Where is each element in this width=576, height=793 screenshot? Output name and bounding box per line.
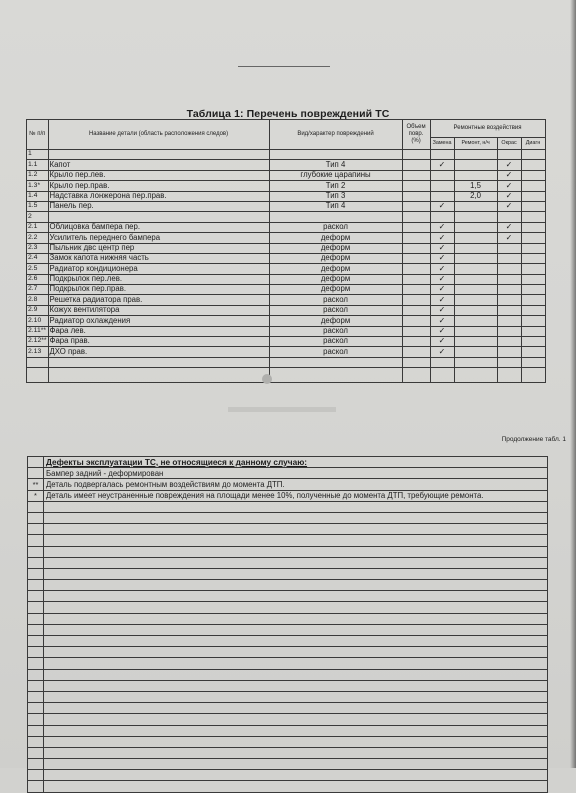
cell-replace: ✓ — [430, 285, 454, 295]
cell-part: Крыло пер.лев. — [48, 170, 269, 180]
table-row — [27, 285, 546, 295]
cell-paint — [497, 337, 521, 347]
cell-replace: ✓ — [430, 295, 454, 305]
cell-part: Подкрылок пер.лев. — [48, 274, 269, 284]
cell-num: 2.1 — [27, 222, 49, 232]
cell-hours — [454, 201, 497, 211]
cell-hours — [454, 347, 497, 357]
cell-diag — [521, 170, 545, 180]
cell-damage: Тип 3 — [269, 191, 402, 201]
empty-row — [28, 714, 548, 725]
cell-part: Облицовка бампера пер. — [48, 222, 269, 232]
table-row — [27, 347, 546, 357]
watermark — [262, 374, 275, 384]
cell-volume — [402, 285, 430, 295]
cell-diag — [521, 316, 545, 326]
cell-part: Усилитель переднего бампера — [48, 233, 269, 243]
cell-diag — [521, 337, 545, 347]
cell-damage: деформ — [269, 253, 402, 263]
cell-hours — [454, 160, 497, 170]
cell-paint: ✓ — [497, 222, 521, 232]
defect-row — [28, 479, 548, 490]
empty-row — [28, 725, 548, 736]
table-row — [27, 305, 546, 315]
cell-num: 2.9 — [27, 305, 49, 315]
cell-damage: деформ — [269, 316, 402, 326]
cell-replace — [430, 212, 454, 222]
empty-row — [28, 770, 548, 781]
cell-replace: ✓ — [430, 264, 454, 274]
cell-diag — [521, 295, 545, 305]
cell-volume — [402, 160, 430, 170]
header-replace: Замена — [430, 138, 454, 150]
table-row — [27, 160, 546, 170]
empty-row — [28, 613, 548, 624]
cell-replace: ✓ — [430, 347, 454, 357]
empty-row — [27, 368, 546, 383]
cell-volume — [402, 295, 430, 305]
cell-replace — [430, 191, 454, 201]
cell-paint — [497, 264, 521, 274]
cell-num: 1.2 — [27, 170, 49, 180]
cell-paint: ✓ — [497, 233, 521, 243]
table-row — [27, 212, 546, 222]
defect-mark: * — [28, 490, 44, 501]
cell-volume — [402, 243, 430, 253]
cell-num: 1.5 — [27, 201, 49, 211]
defect-text: Бампер задний - деформирован — [44, 468, 548, 479]
cell-diag — [521, 326, 545, 336]
cell-damage — [269, 150, 402, 160]
cell-diag — [521, 181, 545, 191]
cell-diag — [521, 233, 545, 243]
cell-diag — [521, 160, 545, 170]
header-volume: Объем повр. (%) — [402, 120, 430, 150]
cell-damage: деформ — [269, 264, 402, 274]
empty-row — [28, 736, 548, 747]
table-row — [27, 181, 546, 191]
cell-hours — [454, 326, 497, 336]
cell-num: 1.3* — [27, 181, 49, 191]
watermark-logo-icon — [262, 374, 272, 384]
cell-damage — [269, 212, 402, 222]
cell-num: 2 — [27, 212, 49, 222]
cell-damage: Тип 2 — [269, 181, 402, 191]
cell-paint: ✓ — [497, 201, 521, 211]
cell-part — [48, 150, 269, 160]
empty-row — [28, 557, 548, 568]
cell-volume — [402, 337, 430, 347]
cell-replace: ✓ — [430, 253, 454, 263]
header-diag: Диагн — [521, 138, 545, 150]
empty-row — [28, 512, 548, 523]
empty-row — [28, 636, 548, 647]
header-paint: Окрас — [497, 138, 521, 150]
cell-part: Фара прав. — [48, 337, 269, 347]
cell-part: Радиатор охлаждения — [48, 316, 269, 326]
table-row — [27, 295, 546, 305]
cell-replace: ✓ — [430, 326, 454, 336]
faded-overlay — [228, 407, 336, 412]
empty-row — [28, 747, 548, 758]
cell-num: 2.12** — [27, 337, 49, 347]
table-row — [27, 326, 546, 336]
cell-part: Пыльник двс центр пер — [48, 243, 269, 253]
empty-row — [28, 691, 548, 702]
cell-replace: ✓ — [430, 233, 454, 243]
cell-replace: ✓ — [430, 201, 454, 211]
cell-num: 2.6 — [27, 274, 49, 284]
defects-table — [27, 456, 548, 793]
cell-volume — [402, 253, 430, 263]
table-row — [27, 222, 546, 232]
cell-replace: ✓ — [430, 160, 454, 170]
cell-hours — [454, 264, 497, 274]
cell-damage: раскол — [269, 222, 402, 232]
cell-paint — [497, 347, 521, 357]
cell-damage: деформ — [269, 233, 402, 243]
cell-diag — [521, 264, 545, 274]
defect-text: Деталь имеет неустраненные повреждения на площади менее 10%, полученные до момента ДТП, требующие ремонта. — [44, 490, 548, 501]
cell-part: Панель пер. — [48, 201, 269, 211]
empty-row — [28, 658, 548, 669]
cell-damage: раскол — [269, 295, 402, 305]
cell-part: Надставка лонжерона пер.прав. — [48, 191, 269, 201]
continued-label: Продолжение табл. 1 — [501, 436, 566, 443]
empty-row — [28, 580, 548, 591]
cell-paint — [497, 326, 521, 336]
cell-num: 1.4 — [27, 191, 49, 201]
cell-num: 2.7 — [27, 285, 49, 295]
table-row — [27, 170, 546, 180]
cell-part: Фара лев. — [48, 326, 269, 336]
cell-diag — [521, 150, 545, 160]
empty-row — [28, 781, 548, 792]
cell-part: Кожух вентилятора — [48, 305, 269, 315]
cell-num: 2.3 — [27, 243, 49, 253]
table-row — [27, 274, 546, 284]
cell-paint — [497, 253, 521, 263]
empty-row — [28, 680, 548, 691]
cell-diag — [521, 212, 545, 222]
cell-hours — [454, 305, 497, 315]
empty-row — [28, 624, 548, 635]
empty-row — [28, 501, 548, 512]
cell-part: ДХО прав. — [48, 347, 269, 357]
cell-hours — [454, 295, 497, 305]
table-row — [27, 150, 546, 160]
cell-volume — [402, 212, 430, 222]
cell-part: Подкрылок пер.прав. — [48, 285, 269, 295]
damage-table — [26, 119, 546, 383]
cell-num: 2.10 — [27, 316, 49, 326]
defects-header: Дефекты эксплуатации ТС, не относящиеся к данному случаю: — [44, 457, 548, 468]
table-row — [27, 316, 546, 326]
cell-replace: ✓ — [430, 305, 454, 315]
cell-diag — [521, 274, 545, 284]
cell-num: 2.4 — [27, 253, 49, 263]
cell-volume — [402, 181, 430, 191]
cell-damage: раскол — [269, 347, 402, 357]
cell-hours — [454, 212, 497, 222]
empty-row — [28, 568, 548, 579]
table-row — [27, 233, 546, 243]
header-repair: Ремонтные воздействия — [430, 120, 545, 138]
cell-volume — [402, 201, 430, 211]
cell-paint: ✓ — [497, 160, 521, 170]
cell-hours — [454, 253, 497, 263]
cell-hours — [454, 233, 497, 243]
cell-paint — [497, 305, 521, 315]
cell-diag — [521, 253, 545, 263]
cell-diag — [521, 347, 545, 357]
cell-paint — [497, 285, 521, 295]
cell-replace — [430, 170, 454, 180]
cell-num: 2.13 — [27, 347, 49, 357]
cell-paint — [497, 150, 521, 160]
cell-volume — [402, 222, 430, 232]
cell-diag — [521, 305, 545, 315]
cell-volume — [402, 264, 430, 274]
cell-num: 1.1 — [27, 160, 49, 170]
cell-volume — [402, 316, 430, 326]
cell-paint — [497, 274, 521, 284]
cell-num: 2.2 — [27, 233, 49, 243]
empty-row — [28, 602, 548, 613]
cell-hours — [454, 150, 497, 160]
defect-row — [28, 490, 548, 501]
cell-damage: раскол — [269, 337, 402, 347]
cell-volume — [402, 347, 430, 357]
cell-volume — [402, 274, 430, 284]
cell-replace: ✓ — [430, 243, 454, 253]
empty-row — [28, 759, 548, 770]
cell-part: Крыло пер.прав. — [48, 181, 269, 191]
cell-diag — [521, 222, 545, 232]
cell-num: 2.8 — [27, 295, 49, 305]
cell-paint — [497, 316, 521, 326]
table-row — [27, 191, 546, 201]
cell-num: 2.5 — [27, 264, 49, 274]
cell-paint: ✓ — [497, 191, 521, 201]
cell-volume — [402, 233, 430, 243]
cell-hours: 2,0 — [454, 191, 497, 201]
cell-hours — [454, 316, 497, 326]
cell-replace: ✓ — [430, 274, 454, 284]
cell-diag — [521, 191, 545, 201]
cell-hours — [454, 337, 497, 347]
header-part: Название детали (область расположения следов) — [48, 120, 269, 150]
cell-hours — [454, 285, 497, 295]
cell-hours — [454, 170, 497, 180]
empty-row — [28, 535, 548, 546]
defects-table-body — [28, 457, 548, 793]
cell-replace — [430, 181, 454, 191]
cell-replace: ✓ — [430, 316, 454, 326]
empty-row — [28, 703, 548, 714]
table-row — [27, 337, 546, 347]
cell-part: Решетка радиатора прав. — [48, 295, 269, 305]
cell-part — [48, 212, 269, 222]
cell-replace: ✓ — [430, 337, 454, 347]
cell-part: Замок капота нижняя часть — [48, 253, 269, 263]
cell-paint: ✓ — [497, 181, 521, 191]
header-damage: Вид/характер повреждений — [269, 120, 402, 150]
cell-volume — [402, 170, 430, 180]
table-row — [27, 201, 546, 211]
cell-volume — [402, 326, 430, 336]
defects-header-row — [28, 457, 548, 468]
empty-row — [28, 591, 548, 602]
cell-hours: 1,5 — [454, 181, 497, 191]
defect-text: Деталь подвергалась ремонтным воздействиям до момента ДТП. — [44, 479, 548, 490]
top-rule — [238, 66, 330, 67]
cell-diag — [521, 243, 545, 253]
cell-damage: раскол — [269, 305, 402, 315]
cell-hours — [454, 243, 497, 253]
cell-num: 2.11** — [27, 326, 49, 336]
table-row — [27, 253, 546, 263]
cell-paint — [497, 212, 521, 222]
damage-table-body — [27, 150, 546, 383]
cell-part: Радиатор кондиционера — [48, 264, 269, 274]
cell-volume — [402, 150, 430, 160]
cell-hours — [454, 222, 497, 232]
cell-volume — [402, 305, 430, 315]
empty-row — [28, 546, 548, 557]
header-repair-hours: Ремонт, н/ч — [454, 138, 497, 150]
defect-row — [28, 468, 548, 479]
cell-part: Капот — [48, 160, 269, 170]
empty-row — [28, 647, 548, 658]
cell-diag — [521, 201, 545, 211]
table-row — [27, 243, 546, 253]
cell-replace — [430, 150, 454, 160]
cell-damage: раскол — [269, 326, 402, 336]
cell-hours — [454, 274, 497, 284]
cell-damage: деформ — [269, 274, 402, 284]
empty-row — [27, 357, 546, 367]
table1-title: Таблица 1: Перечень повреждений ТС — [186, 108, 390, 120]
defect-mark — [28, 468, 44, 479]
cell-damage: Тип 4 — [269, 160, 402, 170]
defect-mark: ** — [28, 479, 44, 490]
cell-damage: глубокие царапины — [269, 170, 402, 180]
cell-replace: ✓ — [430, 222, 454, 232]
header-num: № п/п — [27, 120, 49, 150]
cell-num: 1 — [27, 150, 49, 160]
cell-paint — [497, 243, 521, 253]
cell-paint — [497, 295, 521, 305]
cell-volume — [402, 191, 430, 201]
cell-damage: деформ — [269, 243, 402, 253]
table-row — [27, 264, 546, 274]
cell-diag — [521, 285, 545, 295]
empty-row — [28, 524, 548, 535]
cell-damage: деформ — [269, 285, 402, 295]
cell-paint: ✓ — [497, 170, 521, 180]
empty-row — [28, 669, 548, 680]
cell-damage: Тип 4 — [269, 201, 402, 211]
